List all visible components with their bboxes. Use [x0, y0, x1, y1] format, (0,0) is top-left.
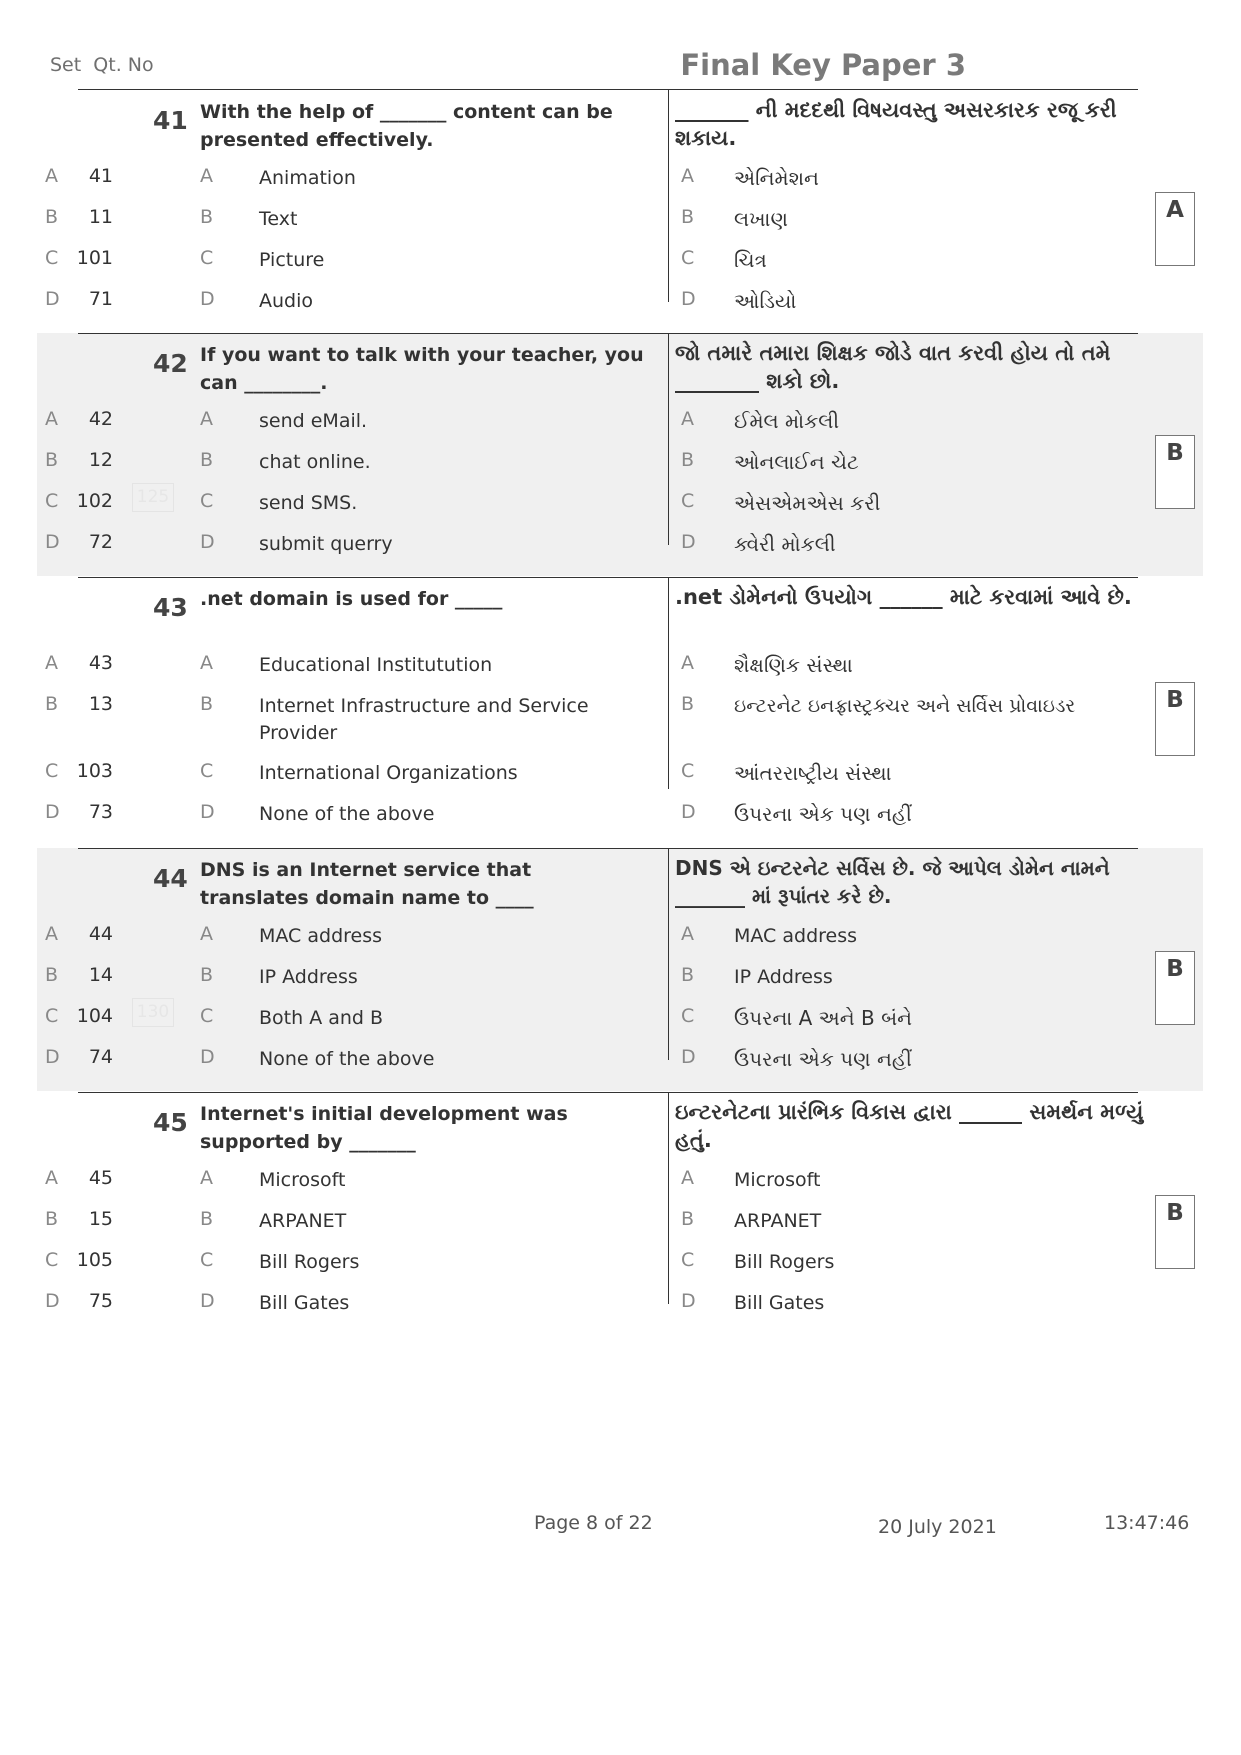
- option-text-en: None of the above: [259, 1048, 435, 1070]
- question-text-gu: ઇન્ટરનેટના પ્રારંભિક વિકાસ દ્વારા ______ સમર્થન મળ્યું હતું.: [675, 1100, 1144, 1152]
- option-letter-gu: D: [681, 1046, 696, 1068]
- option-letter: B: [200, 1208, 214, 1230]
- question-text-gu: DNS એ ઇન્ટરનેટ સર્વિસ છે. જે આપેલ ડોમેન નામને _______ માં રૂપાંતર કરે છે.: [675, 856, 1110, 908]
- option-letter: C: [200, 247, 214, 269]
- option-letter: B: [200, 964, 214, 986]
- option-letter-gu: C: [681, 247, 695, 269]
- option-row: [37, 693, 1137, 749]
- option-letter-gu: B: [681, 964, 695, 986]
- question-text-gu: જો તમારે તમારા શિક્ષક જોડે વાત કરવી હોય તો તમે ________ શકો છો.: [675, 341, 1111, 393]
- question-block-45: [37, 1092, 1203, 1335]
- set-letter: C: [45, 1005, 59, 1027]
- set-letter: B: [45, 693, 59, 715]
- question-number: 42: [153, 349, 188, 378]
- option-row: [37, 531, 1137, 561]
- option-letter: A: [200, 923, 213, 945]
- question-divider: [78, 1092, 1138, 1093]
- question-divider: [78, 577, 1138, 578]
- option-text-gu: આંતરરાષ્ટ્રીય સંસ્થા: [734, 761, 892, 785]
- option-text-en: MAC address: [259, 925, 383, 947]
- set-letter: A: [45, 1167, 58, 1189]
- option-text-en: Bill Gates: [259, 1292, 350, 1314]
- set-question-number: 71: [88, 288, 113, 310]
- set-question-number: 103: [76, 760, 113, 782]
- option-row: [37, 1290, 1137, 1320]
- option-letter: B: [200, 449, 214, 471]
- option-letter: B: [200, 693, 214, 715]
- option-row: [37, 801, 1137, 831]
- set-question-number: 73: [88, 801, 113, 823]
- question-text-en: If you want to talk with your teacher, you can ________.: [200, 344, 644, 394]
- option-letter: C: [200, 1249, 214, 1271]
- set-letter: D: [45, 531, 60, 553]
- option-text-gu: એનિમેશન: [734, 166, 819, 190]
- option-letter: D: [200, 288, 215, 310]
- set-question-number: 105: [76, 1249, 113, 1271]
- option-letter: A: [200, 1167, 213, 1189]
- question-block-42: [37, 333, 1203, 576]
- option-letter: C: [200, 1005, 214, 1027]
- set-letter: A: [45, 923, 58, 945]
- option-text-en: Microsoft: [259, 1169, 346, 1191]
- set-question-number: 45: [88, 1167, 113, 1189]
- option-text-gu: શૈક્ષણિક સંસ્થા: [734, 653, 853, 677]
- question-number: 44: [153, 864, 188, 893]
- option-row: [37, 1167, 1137, 1197]
- option-text-gu: Microsoft: [734, 1169, 821, 1191]
- option-text-gu: MAC address: [734, 925, 858, 947]
- set-letter: B: [45, 964, 59, 986]
- question-text-gu: _______ ની મદદથી વિષયવસ્તુ અસરકારક રજૂ કરી શકાય.: [675, 98, 1117, 150]
- set-letter: B: [45, 1208, 59, 1230]
- answer-key-box: A: [1155, 192, 1195, 266]
- set-letter: D: [45, 288, 60, 310]
- qtno-label: Qt. No: [93, 54, 154, 76]
- set-letter: A: [45, 652, 58, 674]
- option-letter-gu: D: [681, 1290, 696, 1312]
- option-letter-gu: D: [681, 531, 696, 553]
- option-text-gu: IP Address: [734, 966, 833, 988]
- option-letter: C: [200, 490, 214, 512]
- set-question-number: 102: [76, 490, 113, 512]
- option-row: [37, 206, 1137, 236]
- option-text-gu: ઉપરના એક પણ નહીં: [734, 802, 912, 826]
- option-text-en: submit querry: [259, 533, 393, 555]
- option-letter: A: [200, 165, 213, 187]
- option-text-en: Internet Infrastructure and Service Provider: [259, 695, 589, 744]
- option-letter: C: [200, 760, 214, 782]
- question-divider: [78, 848, 1138, 849]
- question-block-43: [37, 577, 1203, 847]
- option-letter: D: [200, 801, 215, 823]
- option-text-en: send SMS.: [259, 492, 358, 514]
- set-question-number: 13: [88, 693, 113, 715]
- option-row: [37, 1046, 1137, 1076]
- option-letter-gu: C: [681, 1005, 695, 1027]
- set-question-number: 14: [88, 964, 113, 986]
- option-letter-gu: B: [681, 206, 695, 228]
- question-text-en: DNS is an Internet service that translates domain name to ____: [200, 859, 534, 909]
- question-block-44: [37, 848, 1203, 1091]
- faint-page-marker: 125: [132, 483, 174, 512]
- option-text-en: Both A and B: [259, 1007, 384, 1029]
- option-row: [37, 1208, 1137, 1238]
- set-letter: B: [45, 449, 59, 471]
- option-text-gu: ચિત્ર: [734, 248, 767, 272]
- question-divider: [78, 333, 1138, 334]
- column-divider: [668, 577, 669, 789]
- option-letter-gu: A: [681, 408, 694, 430]
- page-title: Final Key Paper 3: [680, 48, 966, 82]
- option-text-en: Animation: [259, 167, 356, 189]
- header-labels: [50, 54, 154, 76]
- option-row: [37, 760, 1137, 790]
- option-text-gu: ક્વેરી મોકલી: [734, 532, 836, 556]
- option-text-en: Educational Institutution: [259, 654, 493, 676]
- option-letter-gu: B: [681, 693, 695, 715]
- option-row: [37, 490, 1137, 520]
- question-text-en: With the help of _______ content can be presented effectively.: [200, 101, 613, 151]
- question-block-41: [37, 90, 1203, 332]
- option-row: [37, 408, 1137, 438]
- option-text-gu: ઓનલાઈન ચેટ: [734, 450, 859, 474]
- option-text-gu: ARPANET: [734, 1210, 822, 1232]
- set-question-number: 101: [76, 247, 113, 269]
- option-row: [37, 449, 1137, 479]
- option-row: [37, 652, 1137, 682]
- set-letter: C: [45, 1249, 59, 1271]
- option-text-gu: લખાણ: [734, 207, 788, 231]
- faint-page-marker: 130: [132, 998, 174, 1027]
- option-text-gu: Bill Gates: [734, 1292, 825, 1314]
- set-letter: D: [45, 1046, 60, 1068]
- option-letter-gu: D: [681, 801, 696, 823]
- option-letter-gu: A: [681, 923, 694, 945]
- option-row: [37, 1005, 1137, 1035]
- option-letter: D: [200, 531, 215, 553]
- option-text-en: Picture: [259, 249, 325, 271]
- option-text-gu: ઉપરના A અને B બંને: [734, 1006, 913, 1030]
- footer-date: 20 July 2021: [878, 1516, 997, 1538]
- option-letter-gu: C: [681, 490, 695, 512]
- option-text-en: None of the above: [259, 803, 435, 825]
- option-row: [37, 288, 1137, 318]
- set-question-number: 74: [88, 1046, 113, 1068]
- answer-key-box: B: [1155, 682, 1195, 756]
- option-text-gu: ઇન્ટરનેટ ઇનફ્રાસ્ટ્રક્ચર અને સર્વિસ પ્રોવાઇડર: [734, 695, 1076, 717]
- set-question-number: 15: [88, 1208, 113, 1230]
- option-text-gu: ઓડિયો: [734, 289, 797, 313]
- set-question-number: 41: [88, 165, 113, 187]
- option-letter-gu: B: [681, 1208, 695, 1230]
- option-text-en: chat online.: [259, 451, 371, 473]
- option-letter: D: [200, 1290, 215, 1312]
- option-text-en: International Organizations: [259, 762, 518, 784]
- option-text-gu: એસએમએસ કરી: [734, 491, 881, 515]
- question-number: 45: [153, 1108, 188, 1137]
- set-question-number: 44: [88, 923, 113, 945]
- set-letter: A: [45, 165, 58, 187]
- option-text-gu: ઉપરના એક પણ નહીં: [734, 1047, 912, 1071]
- set-question-number: 72: [88, 531, 113, 553]
- option-row: [37, 247, 1137, 277]
- set-question-number: 43: [88, 652, 113, 674]
- option-text-en: IP Address: [259, 966, 358, 988]
- option-letter: A: [200, 652, 213, 674]
- set-letter: C: [45, 247, 59, 269]
- set-letter: C: [45, 490, 59, 512]
- option-row: [37, 964, 1137, 994]
- option-text-gu: ઈમેલ મોકલી: [734, 409, 840, 433]
- set-label: Set: [50, 54, 82, 76]
- answer-key-box: B: [1155, 1195, 1195, 1269]
- option-letter: B: [200, 206, 214, 228]
- option-text-en: Bill Rogers: [259, 1251, 360, 1273]
- set-question-number: 42: [88, 408, 113, 430]
- option-letter-gu: C: [681, 760, 695, 782]
- option-row: [37, 923, 1137, 953]
- option-row: [37, 165, 1137, 195]
- option-row: [37, 1249, 1137, 1279]
- answer-key-box: B: [1155, 951, 1195, 1025]
- option-text-gu: Bill Rogers: [734, 1251, 835, 1273]
- option-text-en: send eMail.: [259, 410, 368, 432]
- question-number: 43: [153, 593, 188, 622]
- option-letter: A: [200, 408, 213, 430]
- question-text-en: .net domain is used for _____: [200, 588, 503, 610]
- question-number: 41: [153, 106, 188, 135]
- option-letter-gu: B: [681, 449, 695, 471]
- set-letter: B: [45, 206, 59, 228]
- option-letter-gu: C: [681, 1249, 695, 1271]
- set-letter: D: [45, 1290, 60, 1312]
- option-letter-gu: A: [681, 1167, 694, 1189]
- set-question-number: 11: [88, 206, 113, 228]
- set-question-number: 12: [88, 449, 113, 471]
- option-text-en: ARPANET: [259, 1210, 347, 1232]
- question-text-gu: .net ડોમેનનો ઉપયોગ ______ માટે કરવામાં આવે છે.: [675, 585, 1132, 609]
- page-number: Page 8 of 22: [534, 1512, 653, 1534]
- option-letter: D: [200, 1046, 215, 1068]
- set-question-number: 75: [88, 1290, 113, 1312]
- option-letter-gu: A: [681, 652, 694, 674]
- option-text-en: Audio: [259, 290, 314, 312]
- set-question-number: 104: [76, 1005, 113, 1027]
- option-text-en: Text: [259, 208, 298, 230]
- footer-time: 13:47:46: [1104, 1512, 1190, 1534]
- question-text-en: Internet's initial development was supported by _______: [200, 1103, 568, 1153]
- set-letter: A: [45, 408, 58, 430]
- set-letter: C: [45, 760, 59, 782]
- option-letter-gu: D: [681, 288, 696, 310]
- option-letter-gu: A: [681, 165, 694, 187]
- set-letter: D: [45, 801, 60, 823]
- answer-key-box: B: [1155, 435, 1195, 509]
